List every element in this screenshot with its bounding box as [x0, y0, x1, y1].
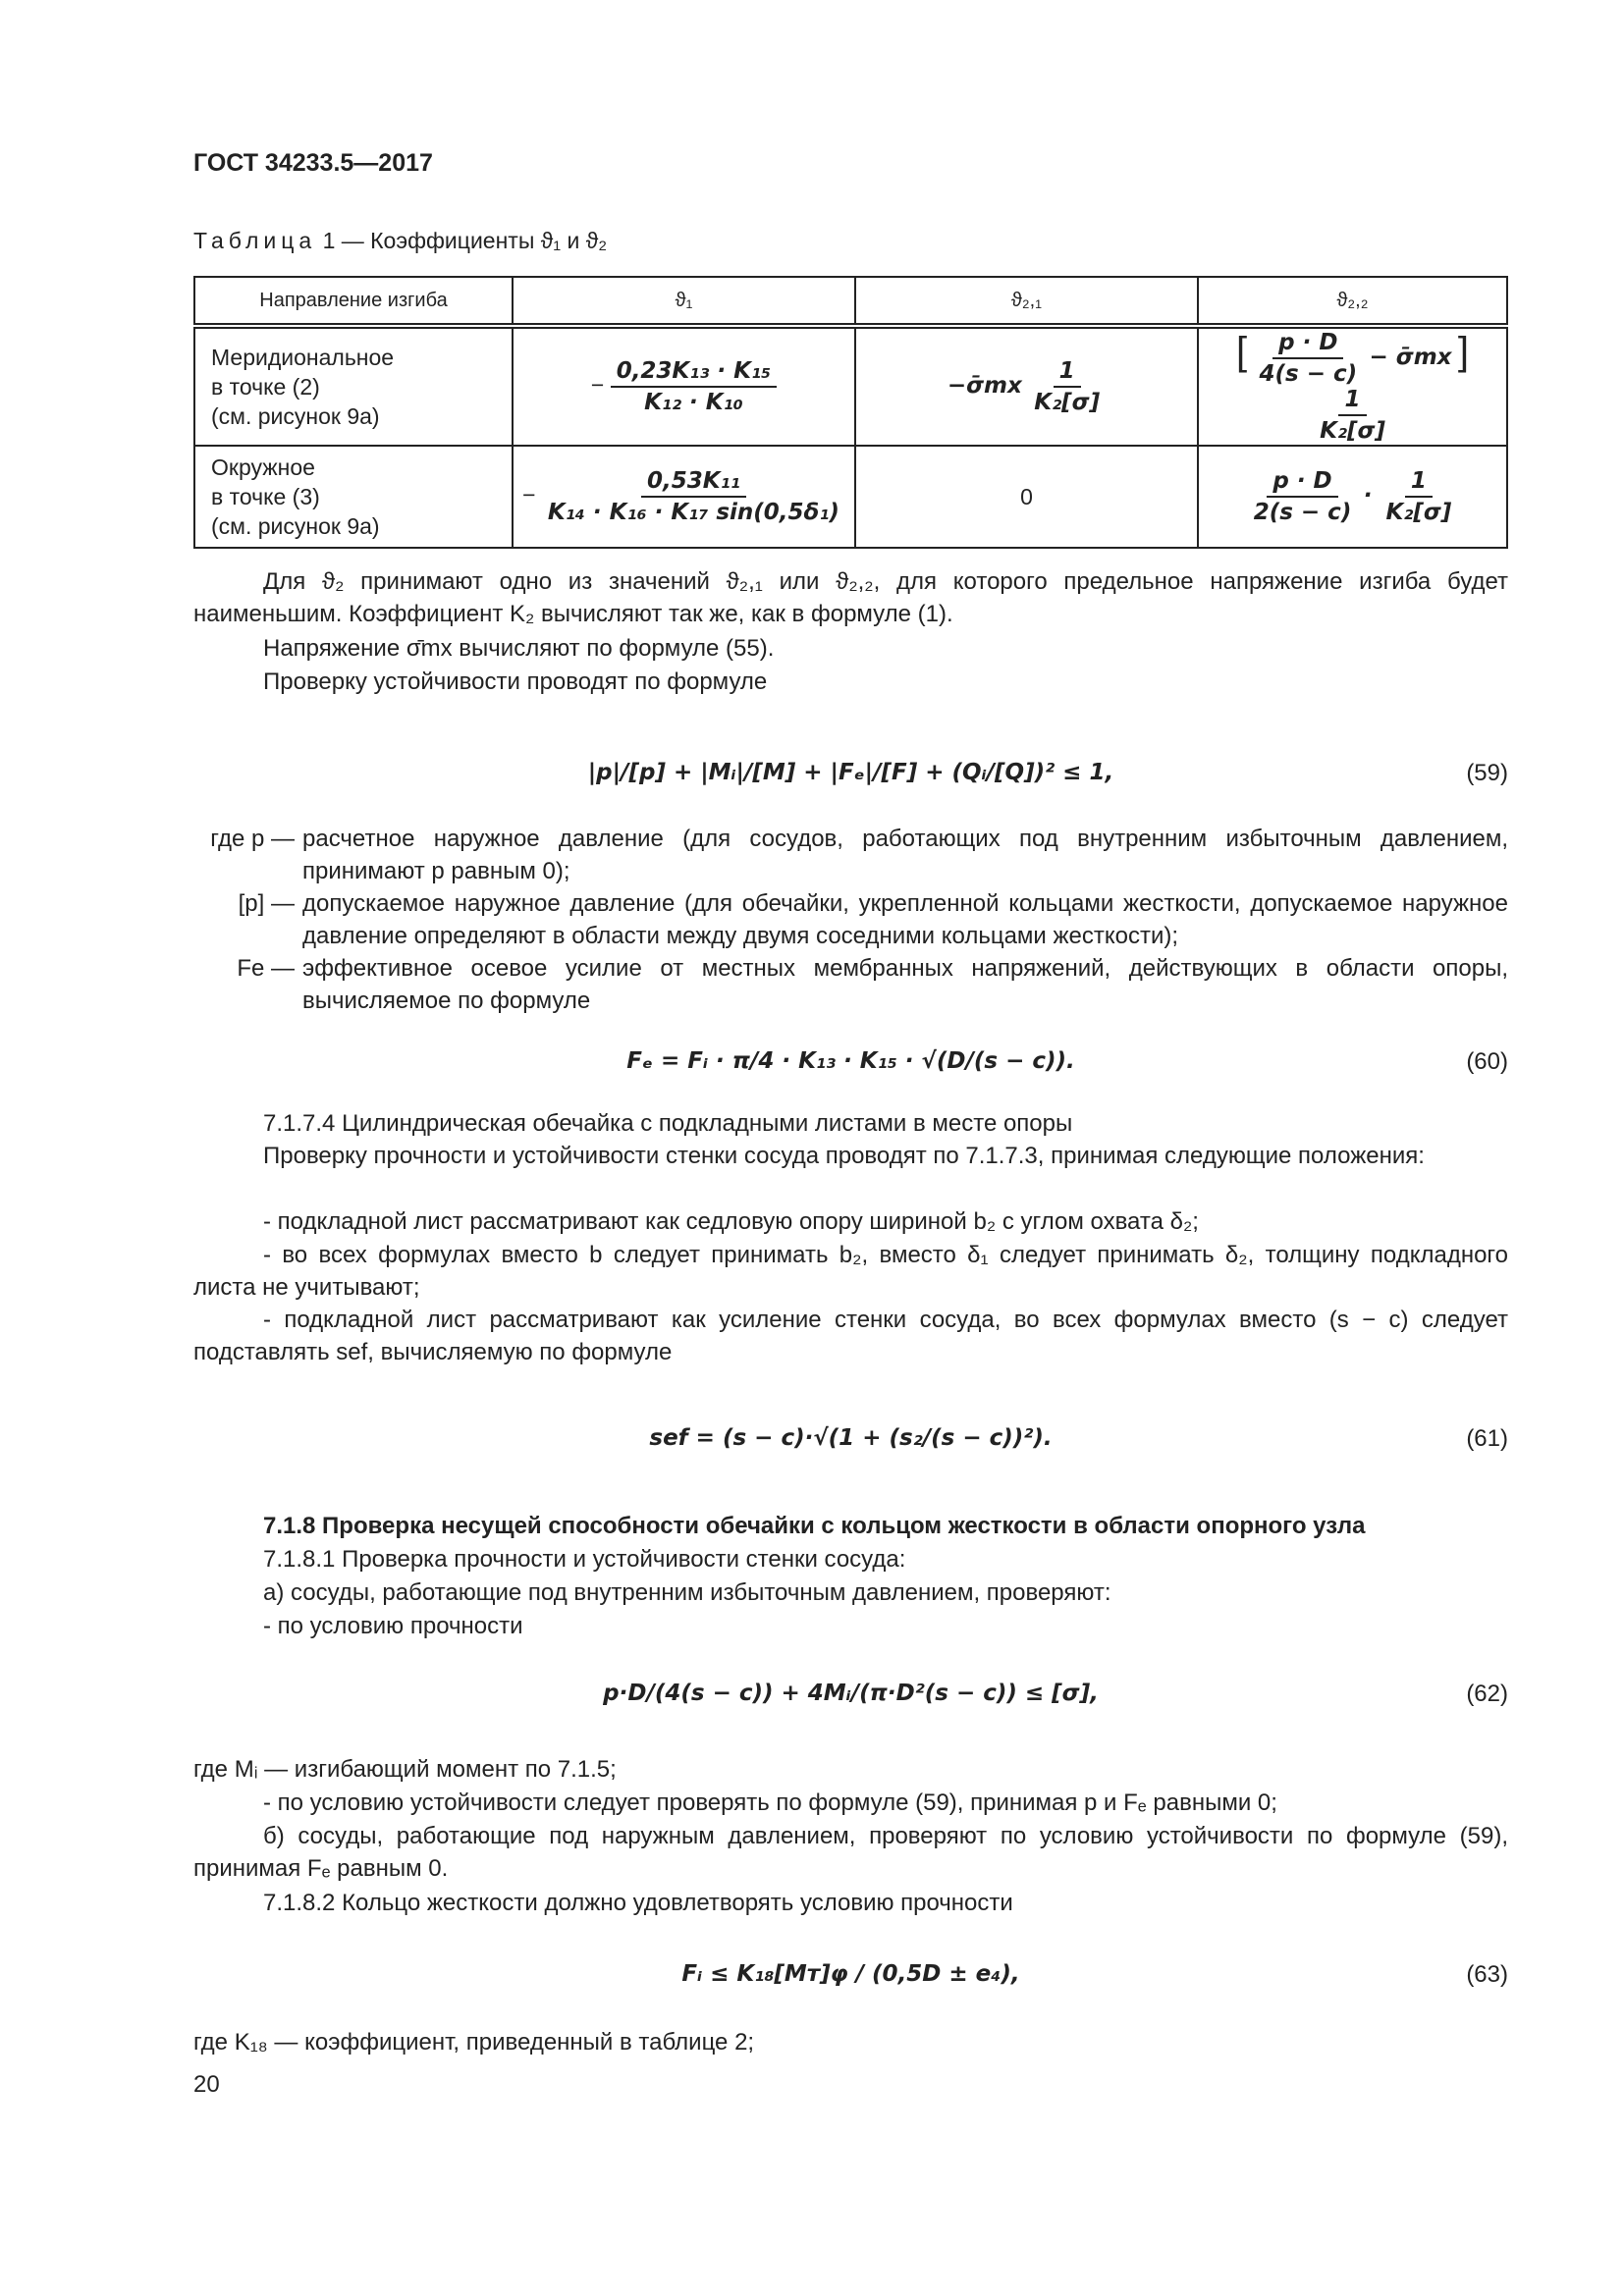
formula-60: [193, 1027, 1508, 1105]
table-header-row: [194, 277, 1507, 326]
denominator: K₂[σ]: [1385, 500, 1452, 525]
cell-v1: − $\frac{\text{0,53K₁₁}}{\text{K₁₄ · K₁₆ · K₁₇ sin(0,5δ₁)}}$: [513, 446, 855, 548]
denominator: K₂[σ]: [1034, 390, 1101, 415]
row-label: [194, 446, 513, 548]
sigma-term: − σ̄mx: [1369, 345, 1452, 371]
paragraph: а) сосуды, работающие под внутренним избыточным давлением, проверяют:: [263, 1579, 1111, 1606]
formula-59: [193, 738, 1508, 817]
definition-item: [193, 952, 1508, 1017]
list-item: - по условию устойчивости следует проверять по формуле (59), принимая p и Fₑ равными 0;: [263, 1789, 1277, 1816]
definition-term: где p —: [210, 826, 295, 852]
definition-term: Fe —: [237, 955, 295, 982]
list-item: б) сосуды, работающие под наружным давлением, проверяют по условию устойчивости по формуле (59), принимая Fₑ равным 0.: [193, 1823, 1508, 1882]
numerator: 0,23K₁₃ · K₁₅: [611, 358, 777, 388]
denominator: K₁₂ · K₁₀: [644, 390, 743, 415]
row-label: [194, 326, 513, 446]
header-v1: ϑ₁: [513, 277, 855, 326]
formula-number: (62): [1466, 1681, 1508, 1707]
formula-62: [193, 1659, 1508, 1737]
header-v21: ϑ₂,₁: [855, 277, 1198, 326]
denominator: K₁₄ · K₁₆ · K₁₇ sin(0,5δ₁): [547, 500, 839, 525]
formula-expression: Fₑ = Fᵢ · π/4 · K₁₃ · K₁₅ · √(D/(s − c)).: [626, 1048, 1075, 1074]
fraction: [1028, 358, 1106, 415]
formula-expression: sef = (s − c)·√(1 + (s₂/(s − c))²).: [649, 1425, 1053, 1451]
formula-expression: |p|/[p] + |Mᵢ|/[M] + |Fₑ|/[F] + (Qᵢ/[Q])² ≤ 1,: [587, 760, 1114, 785]
formula-expression: Fᵢ ≤ K₁₈[Mт]φ / (0,5D ± e₄),: [681, 1961, 1020, 1987]
list-item: - во всех формулах вместо b следует принимать b₂, вместо δ₁ следует принимать δ₂, толщину подкладного листа не учитывают;: [193, 1242, 1508, 1301]
fraction: [1248, 468, 1358, 525]
cell-v21: 0: [855, 446, 1198, 548]
paragraph: 7.1.8.1 Проверка прочности и устойчивости стенки сосуда:: [263, 1546, 906, 1573]
formula-expression: p·D/(4(s − c)) + 4Mᵢ/(π·D²(s − c)) ≤ [σ],: [603, 1681, 1099, 1706]
numerator: 1: [1338, 387, 1366, 416]
formula-61: [193, 1392, 1508, 1470]
row-label-line: (см. рисунок 9а): [211, 403, 380, 429]
numerator: p · D: [1267, 468, 1337, 498]
paragraph: Проверку прочности и устойчивости стенки сосуда проводят по 7.1.7.3, принимая следующие положения:: [263, 1143, 1425, 1169]
page-number: 20: [193, 2071, 220, 2098]
definition-item: [193, 887, 1508, 952]
paragraph: Для ϑ₂ принимают одно из значений ϑ₂,₁ или ϑ₂,₂, для которого предельное напряжение изгиба будет наименьшим. Коэффициент K₂ вычисляют так же, как в формуле (1).: [193, 568, 1508, 627]
formula-number: (63): [1466, 1961, 1508, 1988]
fraction: [1380, 468, 1457, 525]
table-caption-word: Таблица: [193, 228, 317, 253]
section-title: 7.1.8 Проверка несущей способности обечайки с кольцом жесткости в области опорного узла: [263, 1513, 1366, 1539]
numerator: 1: [1054, 358, 1081, 388]
definition-text: допускаемое наружное давление (для обечайки, укрепленной кольцами жесткости, допускаемое наружное давление определяют в области между двумя соседними кольцами жесткости);: [302, 890, 1508, 949]
coefficients-table: [193, 276, 1508, 549]
fraction: [542, 468, 845, 525]
fraction: [1314, 387, 1391, 444]
row-label-line: (см. рисунок 9а): [211, 513, 380, 539]
numerator: p · D: [1272, 330, 1343, 359]
denominator: K₂[σ]: [1320, 418, 1385, 444]
numerator: 1: [1405, 468, 1433, 498]
table-row: [194, 326, 1507, 446]
definition-list: [193, 823, 1508, 1017]
formula-number: (60): [1466, 1048, 1508, 1075]
definition-item: где K₁₈ — коэффициент, приведенный в таблице 2;: [193, 2029, 755, 2056]
fraction: [1253, 330, 1363, 387]
table-caption-text: 1 — Коэффициенты ϑ₁ и ϑ₂: [322, 228, 608, 253]
row-label-line: в точке (2): [211, 374, 320, 400]
definition-item: [193, 823, 1508, 887]
definition-term: [p] —: [238, 890, 295, 917]
definition-item: где Mᵢ — изгибающий момент по 7.1.5;: [193, 1756, 617, 1783]
header-direction: Направление изгиба: [194, 277, 513, 326]
cell-v1: − $\frac{\text{0,23K₁₃ · K₁₅}}{\text{K₁₂ · K₁₀}}$: [513, 326, 855, 446]
row-label-line: Окружное: [211, 454, 315, 480]
denominator: 4(s − c): [1259, 361, 1358, 387]
header-v22: ϑ₂,₂: [1198, 277, 1507, 326]
fraction: [611, 358, 777, 415]
paragraph: Проверку устойчивости проводят по формуле: [263, 668, 768, 695]
denominator: 2(s − c): [1253, 500, 1352, 525]
sigma-term: −σ̄mx: [947, 373, 1022, 400]
formula-number: (59): [1466, 760, 1508, 786]
row-label-line: Меридиональное: [211, 345, 395, 370]
formula-number: (61): [1466, 1425, 1508, 1452]
table-caption: [193, 228, 607, 254]
list-item: - по условию прочности: [263, 1613, 523, 1639]
list-item: - подкладной лист рассматривают как седловую опору шириной b₂ с углом охвата δ₂;: [263, 1208, 1199, 1235]
row-label-line: в точке (3): [211, 484, 320, 509]
document-header: ГОСТ 34233.5—2017: [193, 149, 433, 177]
paragraph: Напряжение σ̄mx вычисляют по формуле (55).: [263, 635, 775, 662]
definition-text: эффективное осевое усилие от местных мембранных напряжений, действующих в области опоры, вычисляемое по формуле: [302, 955, 1508, 1014]
table-row: [194, 446, 1507, 548]
numerator: 0,53K₁₁: [641, 468, 746, 498]
section-title: 7.1.7.4 Цилиндрическая обечайка с подкладными листами в месте опоры: [263, 1110, 1073, 1137]
cell-v22: [ $\frac{p \cdot D}{4(s - c)}$ − σ̄mx ] $\frac{1}{\text{K₂[σ]}}$: [1198, 326, 1507, 446]
list-item: - подкладной лист рассматривают как усиление стенки сосуда, во всех формулах вместо (s − c) следует подставлять sef, вычисляемую по формуле: [193, 1307, 1508, 1365]
cell-v22: $\frac{p \cdot D}{2(s - c)}$ · $\frac{1}{\text{K₂[σ]}}$: [1198, 446, 1507, 548]
formula-63: [193, 1940, 1508, 2018]
cell-v21: [855, 326, 1198, 446]
paragraph: 7.1.8.2 Кольцо жесткости должно удовлетворять условию прочности: [263, 1890, 1013, 1916]
definition-text: расчетное наружное давление (для сосудов, работающих под внутренним избыточным давлением, принимают p равным 0);: [302, 826, 1508, 884]
